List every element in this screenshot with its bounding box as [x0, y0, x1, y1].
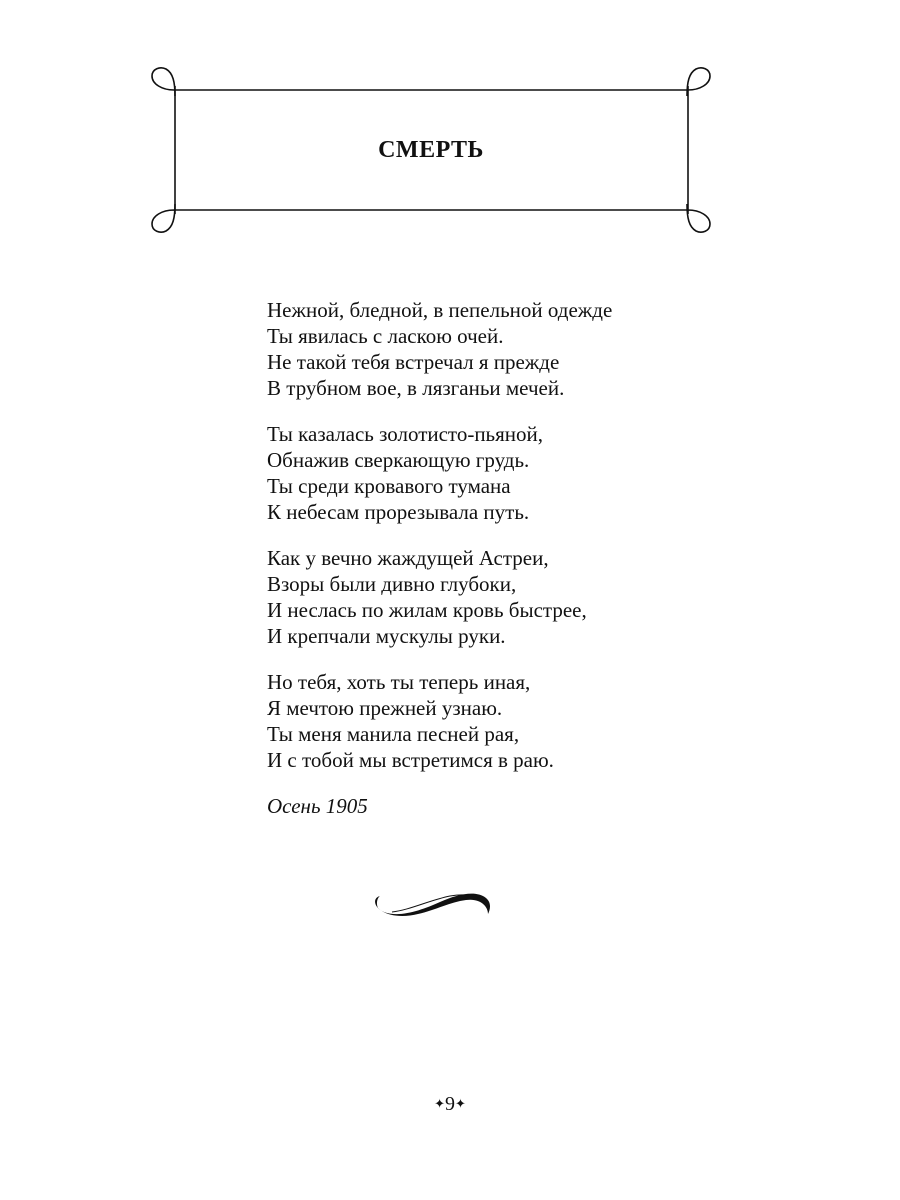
- star-right-icon: ✦: [455, 1096, 466, 1111]
- poem-line: Как у вечно жаждущей Астреи,: [267, 546, 549, 570]
- flourish-ornament-icon: [370, 888, 494, 922]
- stanza: [267, 421, 727, 525]
- poem-line: Ты меня манила песней рая,: [267, 722, 520, 746]
- poem-line: И с тобой мы встретимся в раю.: [267, 748, 554, 772]
- poem-line: Я мечтою прежней узнаю.: [267, 696, 503, 720]
- poem-line: К небесам прорезывала путь.: [267, 500, 530, 524]
- poem-line: Нежной, бледной, в пепельной одежде: [267, 298, 613, 322]
- stanza: [267, 297, 727, 401]
- poem-line: Ты казалась золотисто-пьяной,: [267, 422, 544, 446]
- poem-line: Не такой тебя встречал я прежде: [267, 350, 560, 374]
- poem-line: В трубном вое, в лязганьи мечей.: [267, 376, 565, 400]
- stanza: [267, 669, 727, 773]
- poem-line: И неслась по жилам кровь быстрее,: [267, 598, 587, 622]
- poem-line: Ты среди кровавого тумана: [267, 474, 511, 498]
- page-footer: [0, 1093, 900, 1116]
- title-frame: [148, 66, 714, 236]
- poem-line: И крепчали мускулы руки.: [267, 624, 506, 648]
- poem-line: Взоры были дивно глубоки,: [267, 572, 517, 596]
- star-left-icon: ✦: [434, 1096, 445, 1111]
- poem-title: СМЕРТЬ: [378, 137, 484, 163]
- poem-line: Ты явилась с ласкою очей.: [267, 324, 504, 348]
- stanza: [267, 545, 727, 649]
- poem-line: Обнажив сверкающую грудь.: [267, 448, 530, 472]
- poem-line: Но тебя, хоть ты теперь иная,: [267, 670, 531, 694]
- page-number: 9: [445, 1093, 455, 1115]
- poem-date: Осень 1905: [267, 794, 368, 818]
- poem-body: [267, 297, 727, 819]
